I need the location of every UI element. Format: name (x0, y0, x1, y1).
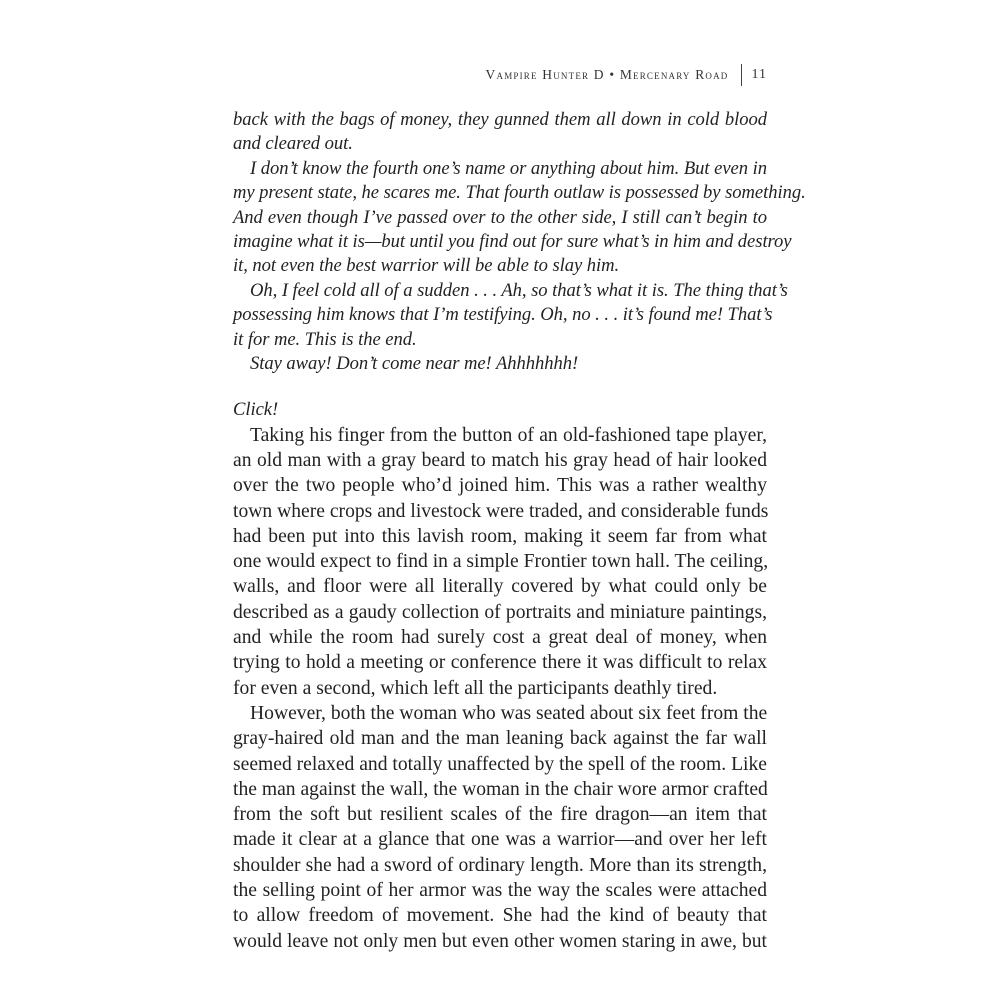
narrative-paragraph-1 (233, 423, 767, 701)
text-line: possessing him knows that I’m testifying. Oh, no . . . it’s found me! That’s (233, 304, 773, 326)
text-line: an old man with a gray beard to match his gray head of hair looked (233, 449, 767, 471)
running-head-divider (741, 64, 742, 86)
body-text (233, 108, 806, 954)
text-line: had been put into this lavish room, making it seem far from what (233, 525, 767, 547)
text-line: town where crops and livestock were traded, and considerable funds (233, 500, 769, 522)
text-line: for even a second, which left all the participants deathly tired. (233, 677, 718, 699)
testimony-paragraph-4 (233, 352, 767, 376)
text-line: and cleared out. (233, 133, 353, 155)
text-line: Stay away! Don’t come near me! Ahhhhhhh! (250, 352, 579, 374)
text-line: shoulder she had a sword of ordinary length. More than its strength, (233, 854, 767, 876)
text-line: from the soft but resilient scales of the fire dragon—an item that (233, 804, 767, 826)
text-line: over the two people who’d joined him. This was a rather wealthy (233, 475, 767, 497)
text-line: it for me. This is the end. (233, 328, 417, 350)
text-line: one would expect to find in a simple Frontier town hall. The ceiling, (233, 551, 769, 573)
running-head-title: Vampire Hunter D • Mercenary Road (485, 67, 729, 82)
testimony-paragraph-1 (233, 108, 767, 157)
text-line: would leave not only men but even other women staring in awe, but (233, 930, 767, 952)
text-line: the selling point of her armor was the way the scales were attached (233, 880, 767, 902)
text-line: I don’t know the fourth one’s name or anything about him. But even in (250, 157, 767, 179)
section-gap (233, 376, 767, 398)
text-line: And even though I’ve passed over to the other side, I still can’t begin to (233, 206, 767, 228)
text-line: Oh, I feel cold all of a sudden . . . Ah, so that’s what it is. The thing that’s (250, 279, 788, 301)
testimony-paragraph-2 (233, 157, 806, 279)
narrative-block (233, 423, 767, 954)
text-line: imagine what it is—but until you find out for sure what’s in him and destroy (233, 230, 792, 252)
running-head (486, 63, 767, 87)
narrative-paragraph-2 (233, 701, 767, 954)
click-block (233, 398, 767, 422)
text-line: the man against the wall, the woman in the chair wore armor crafted (233, 778, 768, 800)
page-number: 11 (751, 67, 767, 82)
text-line: made it clear at a glance that one was a warrior—and over her left (233, 829, 767, 851)
text-line: walls, and floor were all literally covered by what could only be (233, 576, 767, 598)
text-line: trying to hold a meeting or conference there it was difficult to relax (233, 652, 767, 674)
text-line: However, both the woman who was seated about six feet from the (250, 702, 768, 724)
text-line: it, not even the best warrior will be able to slay him. (233, 255, 620, 277)
testimony-paragraph-3 (233, 279, 788, 352)
text-line: seemed relaxed and totally unaffected by the spell of the room. Like (233, 753, 767, 775)
text-line: my present state, he scares me. That fourth outlaw is possessed by something. (233, 182, 806, 204)
testimony-block (233, 108, 806, 376)
click-line: Click! (233, 399, 279, 421)
text-line: and while the room had surely cost a great deal of money, when (233, 627, 767, 649)
text-line: gray-haired old man and the man leaning back against the far wall (233, 728, 767, 750)
text-line: back with the bags of money, they gunned them all down in cold blood (233, 109, 767, 130)
text-line: to allow freedom of movement. She had the kind of beauty that (233, 905, 767, 927)
text-line: Taking his finger from the button of an old-fashioned tape player, (250, 424, 767, 446)
text-line: described as a gaudy collection of portraits and miniature paintings, (233, 601, 767, 623)
